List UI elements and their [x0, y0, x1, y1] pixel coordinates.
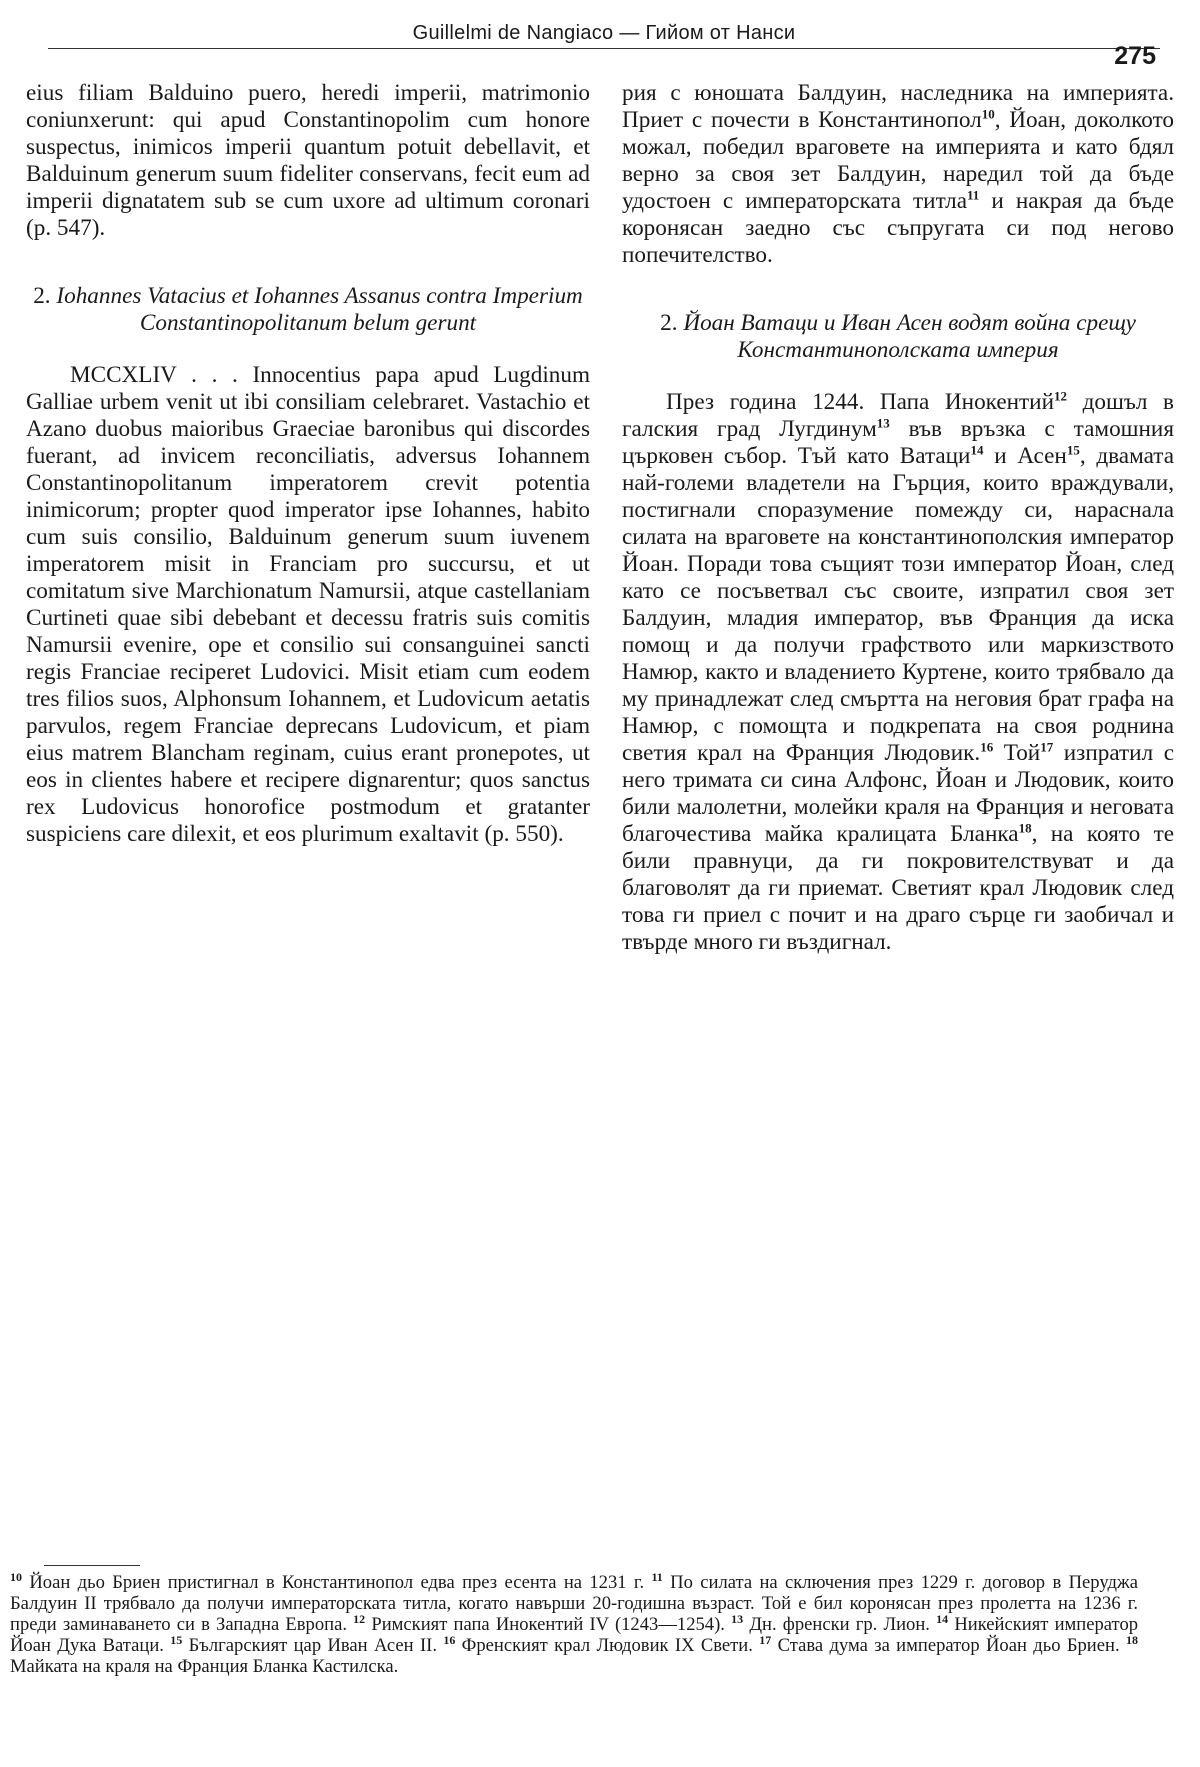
footnote-ref-12: 12 — [1054, 388, 1067, 404]
text-run: изпратил с него тримата си сина Алфонс, Йоан и Людовик, които били малолетни, молейки краля на Франция и неговата благочестива майка кралицата Бланка — [622, 740, 1174, 847]
latin-section-heading — [26, 283, 590, 337]
footnote-ref-13: 13 — [876, 415, 890, 431]
footnote-number: 13 — [731, 1611, 744, 1626]
text-run: във връзка с тамошния църковен събор. Тъй като Ватаци — [622, 416, 1174, 469]
footnote-15: Българският цар Иван Асен II. — [188, 1635, 437, 1656]
footnote-ref-10: 10 — [981, 106, 995, 122]
text-run: , Йоан, доколкото можал, победил враговете на империята и като бдял верно за своя зет Балдуин, наредил той да бъде удостоен с императорската титла — [622, 107, 1174, 214]
footnote-number: 14 — [936, 1611, 949, 1626]
latin-heading-text: Iohannes Vatacius et Iohannes Assanus contra Imperium Constantinopolitanum belum gerunt — [56, 283, 583, 336]
footnotes — [10, 1569, 1139, 1677]
bulgarian-column — [622, 80, 1174, 956]
footnote-number: 18 — [1125, 1632, 1138, 1647]
bulgarian-heading-text: Йоан Ватаци и Иван Асен водят война срещу Константинополската империя — [683, 310, 1136, 363]
text-run: и Асен — [983, 443, 1067, 469]
footnote-number: 15 — [170, 1632, 183, 1647]
footnote-ref-15: 15 — [1066, 442, 1080, 458]
footnote-number: 10 — [10, 1569, 22, 1584]
footnote-10: Йоан дьо Бриен пристигнал в Константинопол едва през есента на 1231 г. — [29, 1572, 645, 1593]
footnote-13: Дн. френски гр. Лион. — [749, 1614, 930, 1635]
footnote-18: Майката на краля на Франция Бланка Кастилска. — [10, 1656, 399, 1677]
footnote-14: Никейският император Йоан Дука Ватаци. — [10, 1614, 1139, 1656]
bulgarian-paragraph-1 — [622, 80, 1174, 269]
footnote-16: Френският крал Людовик IX Свети. — [461, 1635, 753, 1656]
footnote-ref-14: 14 — [970, 442, 984, 458]
footnote-12: Римският папа Инокентий IV (1243—1254). — [371, 1614, 725, 1635]
text-run: и накрая да бъде коронясан заедно със съпругата си под негово попечителство. — [622, 188, 1174, 268]
text-run: дошъл в галския град Лугдинум — [622, 389, 1174, 442]
bulgarian-paragraph-2 — [622, 389, 1174, 956]
text-run: Той — [993, 740, 1041, 766]
footnote-number: 12 — [353, 1611, 366, 1626]
footnote-number: 17 — [759, 1632, 772, 1647]
footnote-ref-16: 16 — [980, 739, 994, 755]
footnote-ref-18: 18 — [1018, 820, 1032, 836]
bulgarian-heading-number: 2. — [660, 310, 678, 336]
latin-paragraph-2: MCCXLIV . . . Innocentius papa apud Lugdinum Galliae urbem venit ut ibi consiliam celebraret. Vastachio et Azano duobus maioribus Graeciae baronibus qui discordes fuerant, ad invicem reconciliatis, adversus Iohannem Constantinopolitanum imperatorem crevit potentia inimicorum; propter quod imperator ipse Iohannes, habito cum suis consilio, Balduinum generum suum iuvenem imperatorem misit in Franciam pro succursu, et ut comitatum sive Marchionatum Namursii, atque castellaniam Curtineti quae sibi debebant et decessu fratris suis comitis Namursii evenire, ope et consilio sui consanguinei sancti regis Franciae reciperet Ludovici. Misit etiam cum eodem tres filios suos, Alphonsum Iohannem, et Ludovicum aetatis parvulos, regem Franciae deprecans Ludovicum, et piam eius matrem Blancham reginam, cuius erant pronepotes, ut eos in clientes habere et recipere dignarentur; quos sanctus rex Ludovicus honorofice postmodum et gratanter suspiciens care dilexit, et eos plurimum exaltavit (p. 550). — [26, 362, 590, 847]
text-run: , двамата най-големи владетели на Гърция, които враждували, постигнали споразумение помежду си, нараснала силата на враговете на константинополския император Йоан. Поради това същият този император Йоан, след като се посъветвал със своите, изпратил своя зет Балдуин, младия император, във Франция да иска помощ и да получи графството или маркизството Намюр, както и владението Куртене, които трябвало да му принадлежат след смъртта на неговия брат графа на Намюр, с помощта и подкрепата на своя роднина светия крал на Франция Людовик. — [622, 443, 1174, 766]
text-run: рия с юношата Балдуин, наследника на империята. Приет с почести в Константинопол — [622, 80, 1174, 133]
latin-heading-number: 2. — [33, 283, 51, 309]
footnote-ref-17: 17 — [1040, 739, 1054, 755]
text-run: През година 1244. Папа Инокентий — [666, 389, 1054, 415]
bulgarian-section-heading — [622, 310, 1174, 364]
footnote-rule — [44, 1565, 140, 1566]
latin-column — [26, 80, 590, 848]
footnote-11: По силата на сключения през 1229 г. договор в Перуджа Балдуин II трябвало да получи императорската титла, когато навърши 20-годишна възраст. Той е бил коронясан през пролетта на 1236 г. преди заминаването си в Западна Европа. — [10, 1572, 1139, 1635]
page-number: 275 — [1114, 42, 1156, 70]
footnote-ref-11: 11 — [967, 187, 980, 203]
running-header — [48, 18, 1160, 70]
footnote-number: 11 — [651, 1569, 663, 1584]
footnote-17: Става дума за император Йоан дьо Бриен. — [777, 1635, 1120, 1656]
header-rule — [48, 48, 1160, 49]
footnote-number: 16 — [443, 1632, 456, 1647]
running-title-text: Guillelmi de Nangiaco — Гийом от Нанси — [403, 22, 806, 44]
latin-paragraph-1: eius filiam Balduino puero, heredi imperii, matrimonio coniunxerunt: qui apud Constantinopolim cum honore suspectus, inimicos imperii quantum potuit debellavit, et Balduinum generum suum fideliter conservans, fecit eum ad imperii dignatatem sub se cum uxore ad ultimum coronari (p. 547). — [26, 80, 590, 241]
running-title — [48, 22, 1160, 45]
text-run: , на която те били правнуци, да ги покровителствуват и да благоволят да ги приемат. Светият крал Людовик след това ги приел с почит и на драго сърце ги заобичал и твърде много ги въздигнал. — [622, 821, 1175, 955]
